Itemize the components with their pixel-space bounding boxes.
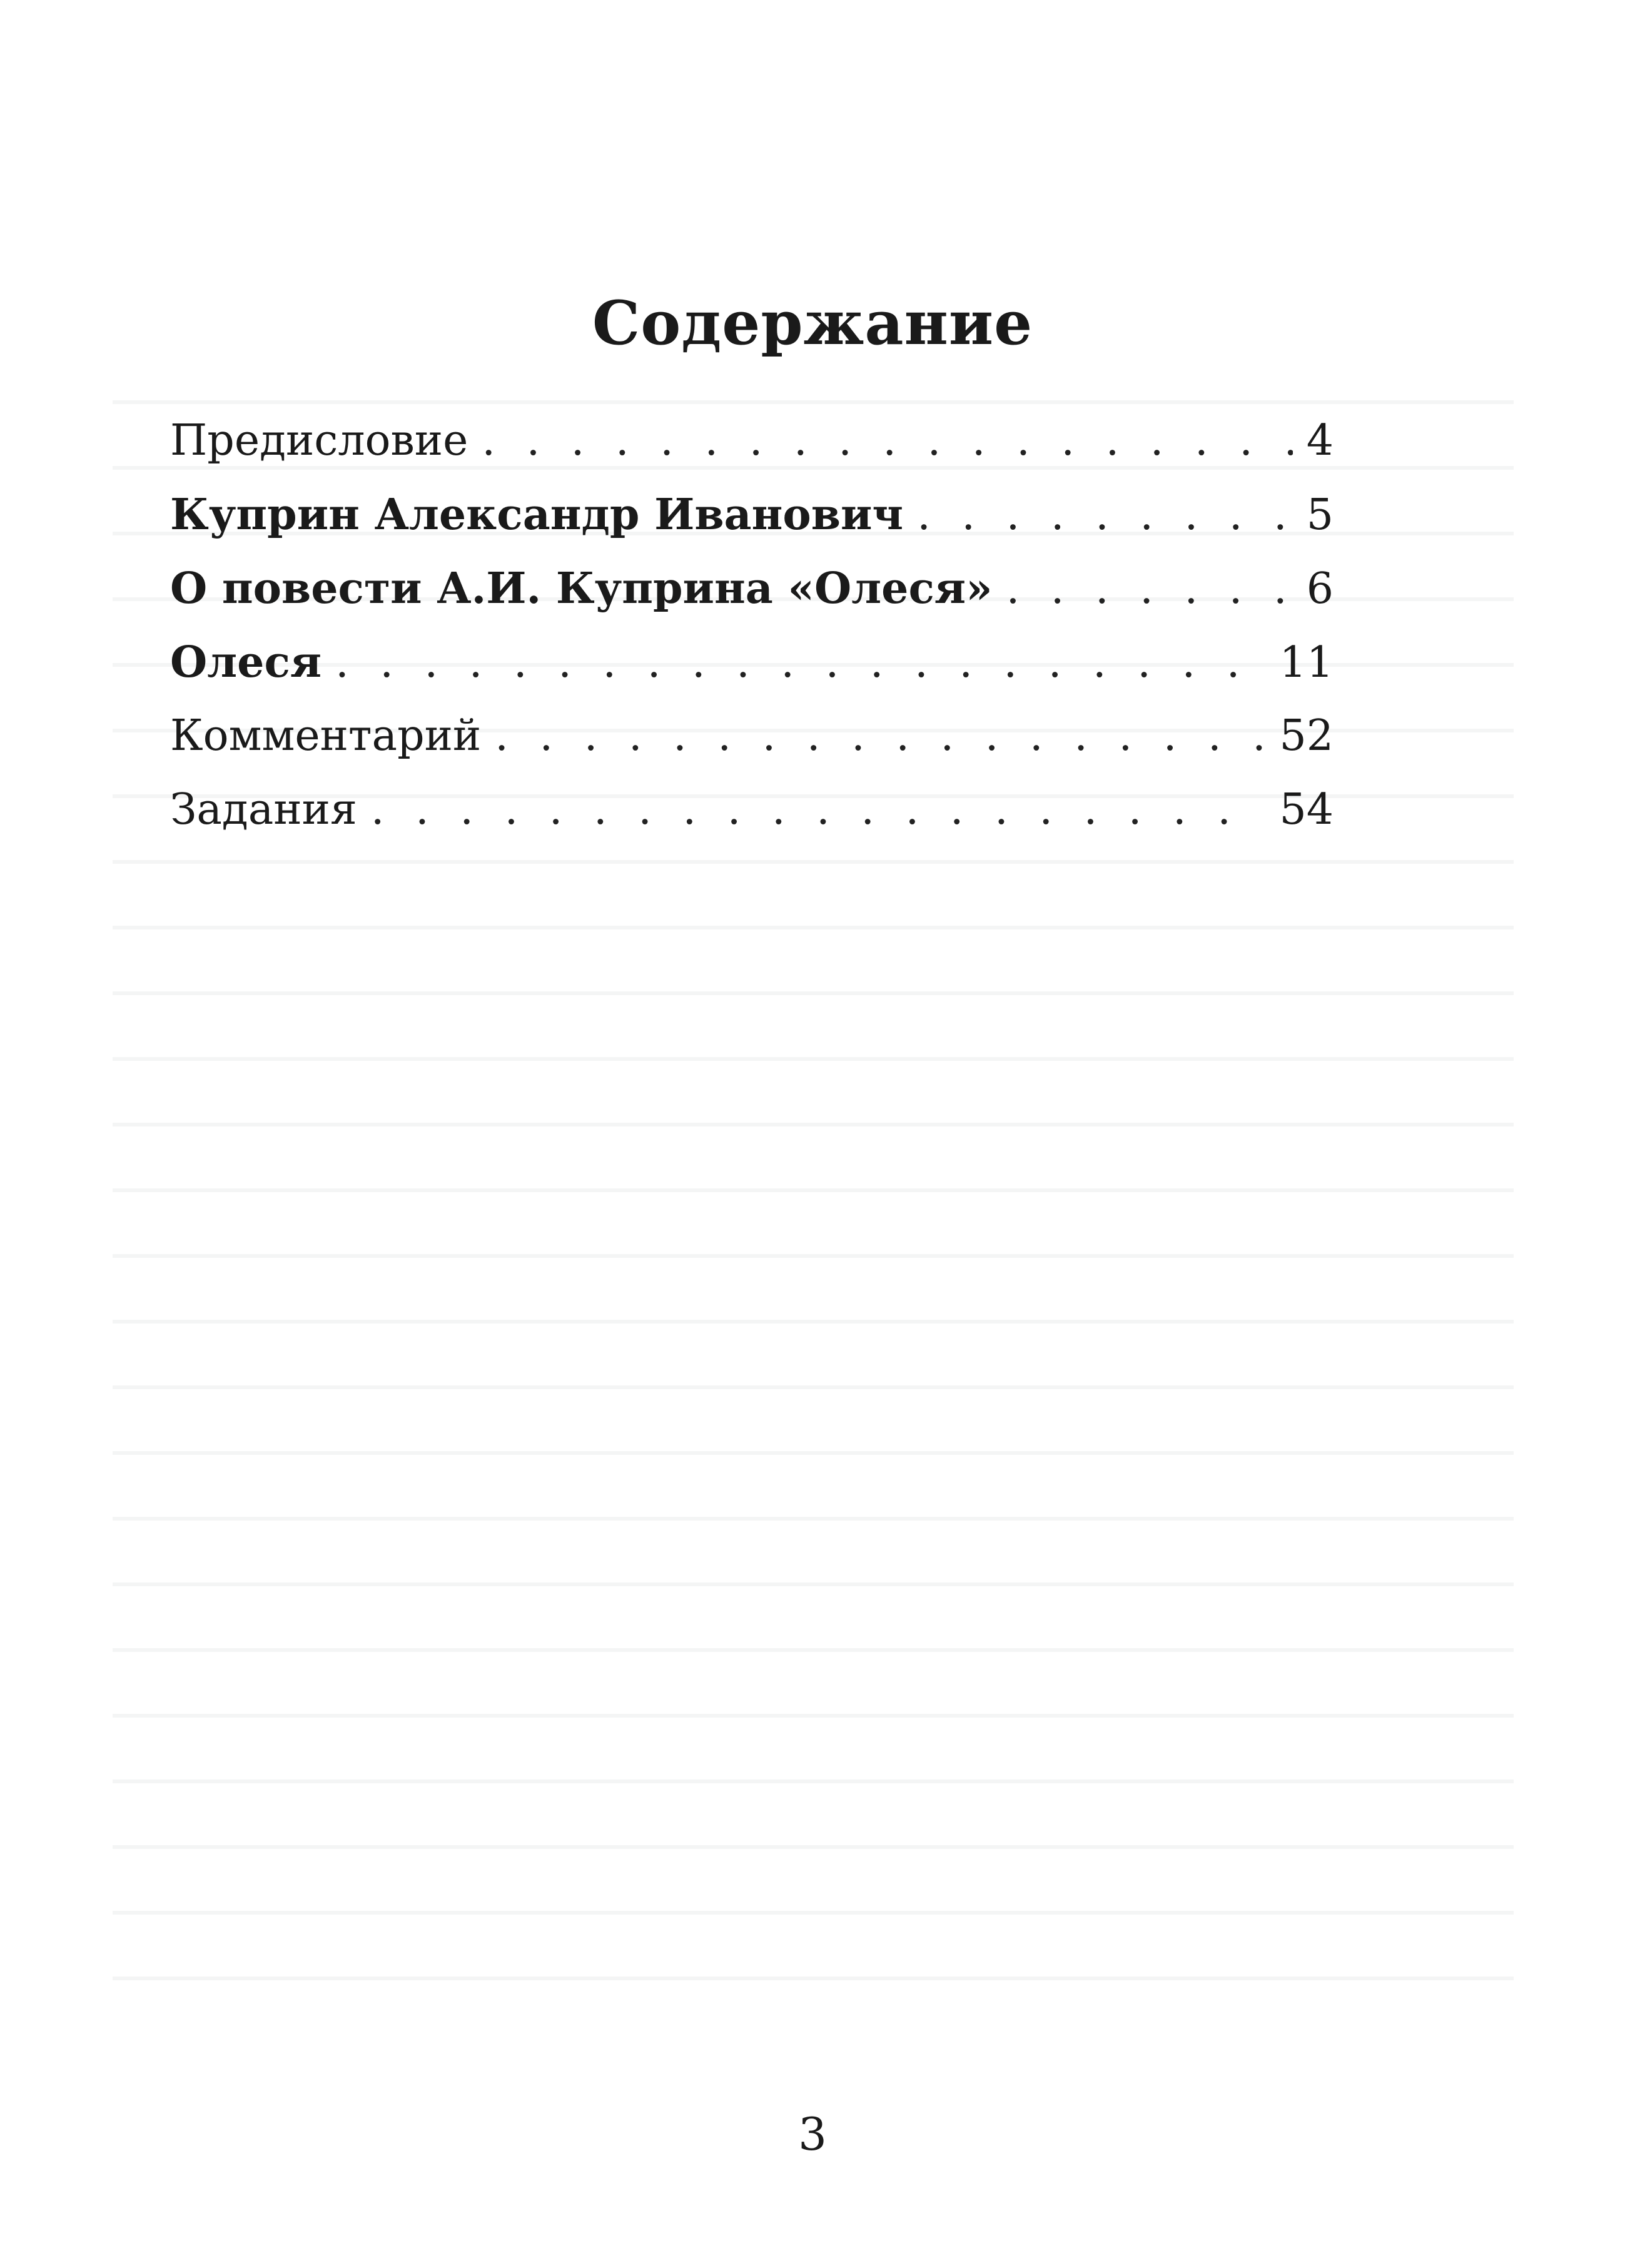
toc-entry-label: Задания xyxy=(170,785,357,834)
toc-entry-page: 11 xyxy=(1279,638,1334,687)
toc-leader-dots xyxy=(495,711,1265,761)
toc-entry-page: 54 xyxy=(1279,785,1334,834)
toc-entry-tasks xyxy=(170,785,1334,859)
toc-leader-dots xyxy=(371,785,1266,834)
toc-entry-commentary xyxy=(170,711,1334,785)
toc-entry-page: 5 xyxy=(1306,490,1334,540)
toc-entry-label: Комментарий xyxy=(170,711,482,761)
toc-entry-page: 52 xyxy=(1279,711,1334,761)
toc-entry-olesya xyxy=(170,637,1334,711)
toc-entry-preface xyxy=(170,416,1334,490)
toc-entry-page: 4 xyxy=(1306,416,1334,465)
toc-entry-label: Предисловие xyxy=(170,416,468,465)
toc-leader-dots xyxy=(917,490,1293,540)
toc-entry-kuprin-biography xyxy=(170,490,1334,564)
toc-entry-label: Куприн Александр Иванович xyxy=(170,490,904,540)
table-of-contents xyxy=(170,416,1334,859)
toc-leader-dots xyxy=(1006,564,1293,614)
toc-entry-about-story xyxy=(170,564,1334,637)
toc-leader-dots xyxy=(335,638,1265,687)
contents-heading: Содержание xyxy=(592,288,1033,358)
toc-entry-label: Олеся xyxy=(170,637,322,687)
toc-entry-label: О повести А.И. Куприна «Олеся» xyxy=(170,564,993,614)
page-number: 3 xyxy=(798,2108,827,2160)
toc-entry-page: 6 xyxy=(1306,564,1334,614)
toc-leader-dots xyxy=(482,416,1292,465)
